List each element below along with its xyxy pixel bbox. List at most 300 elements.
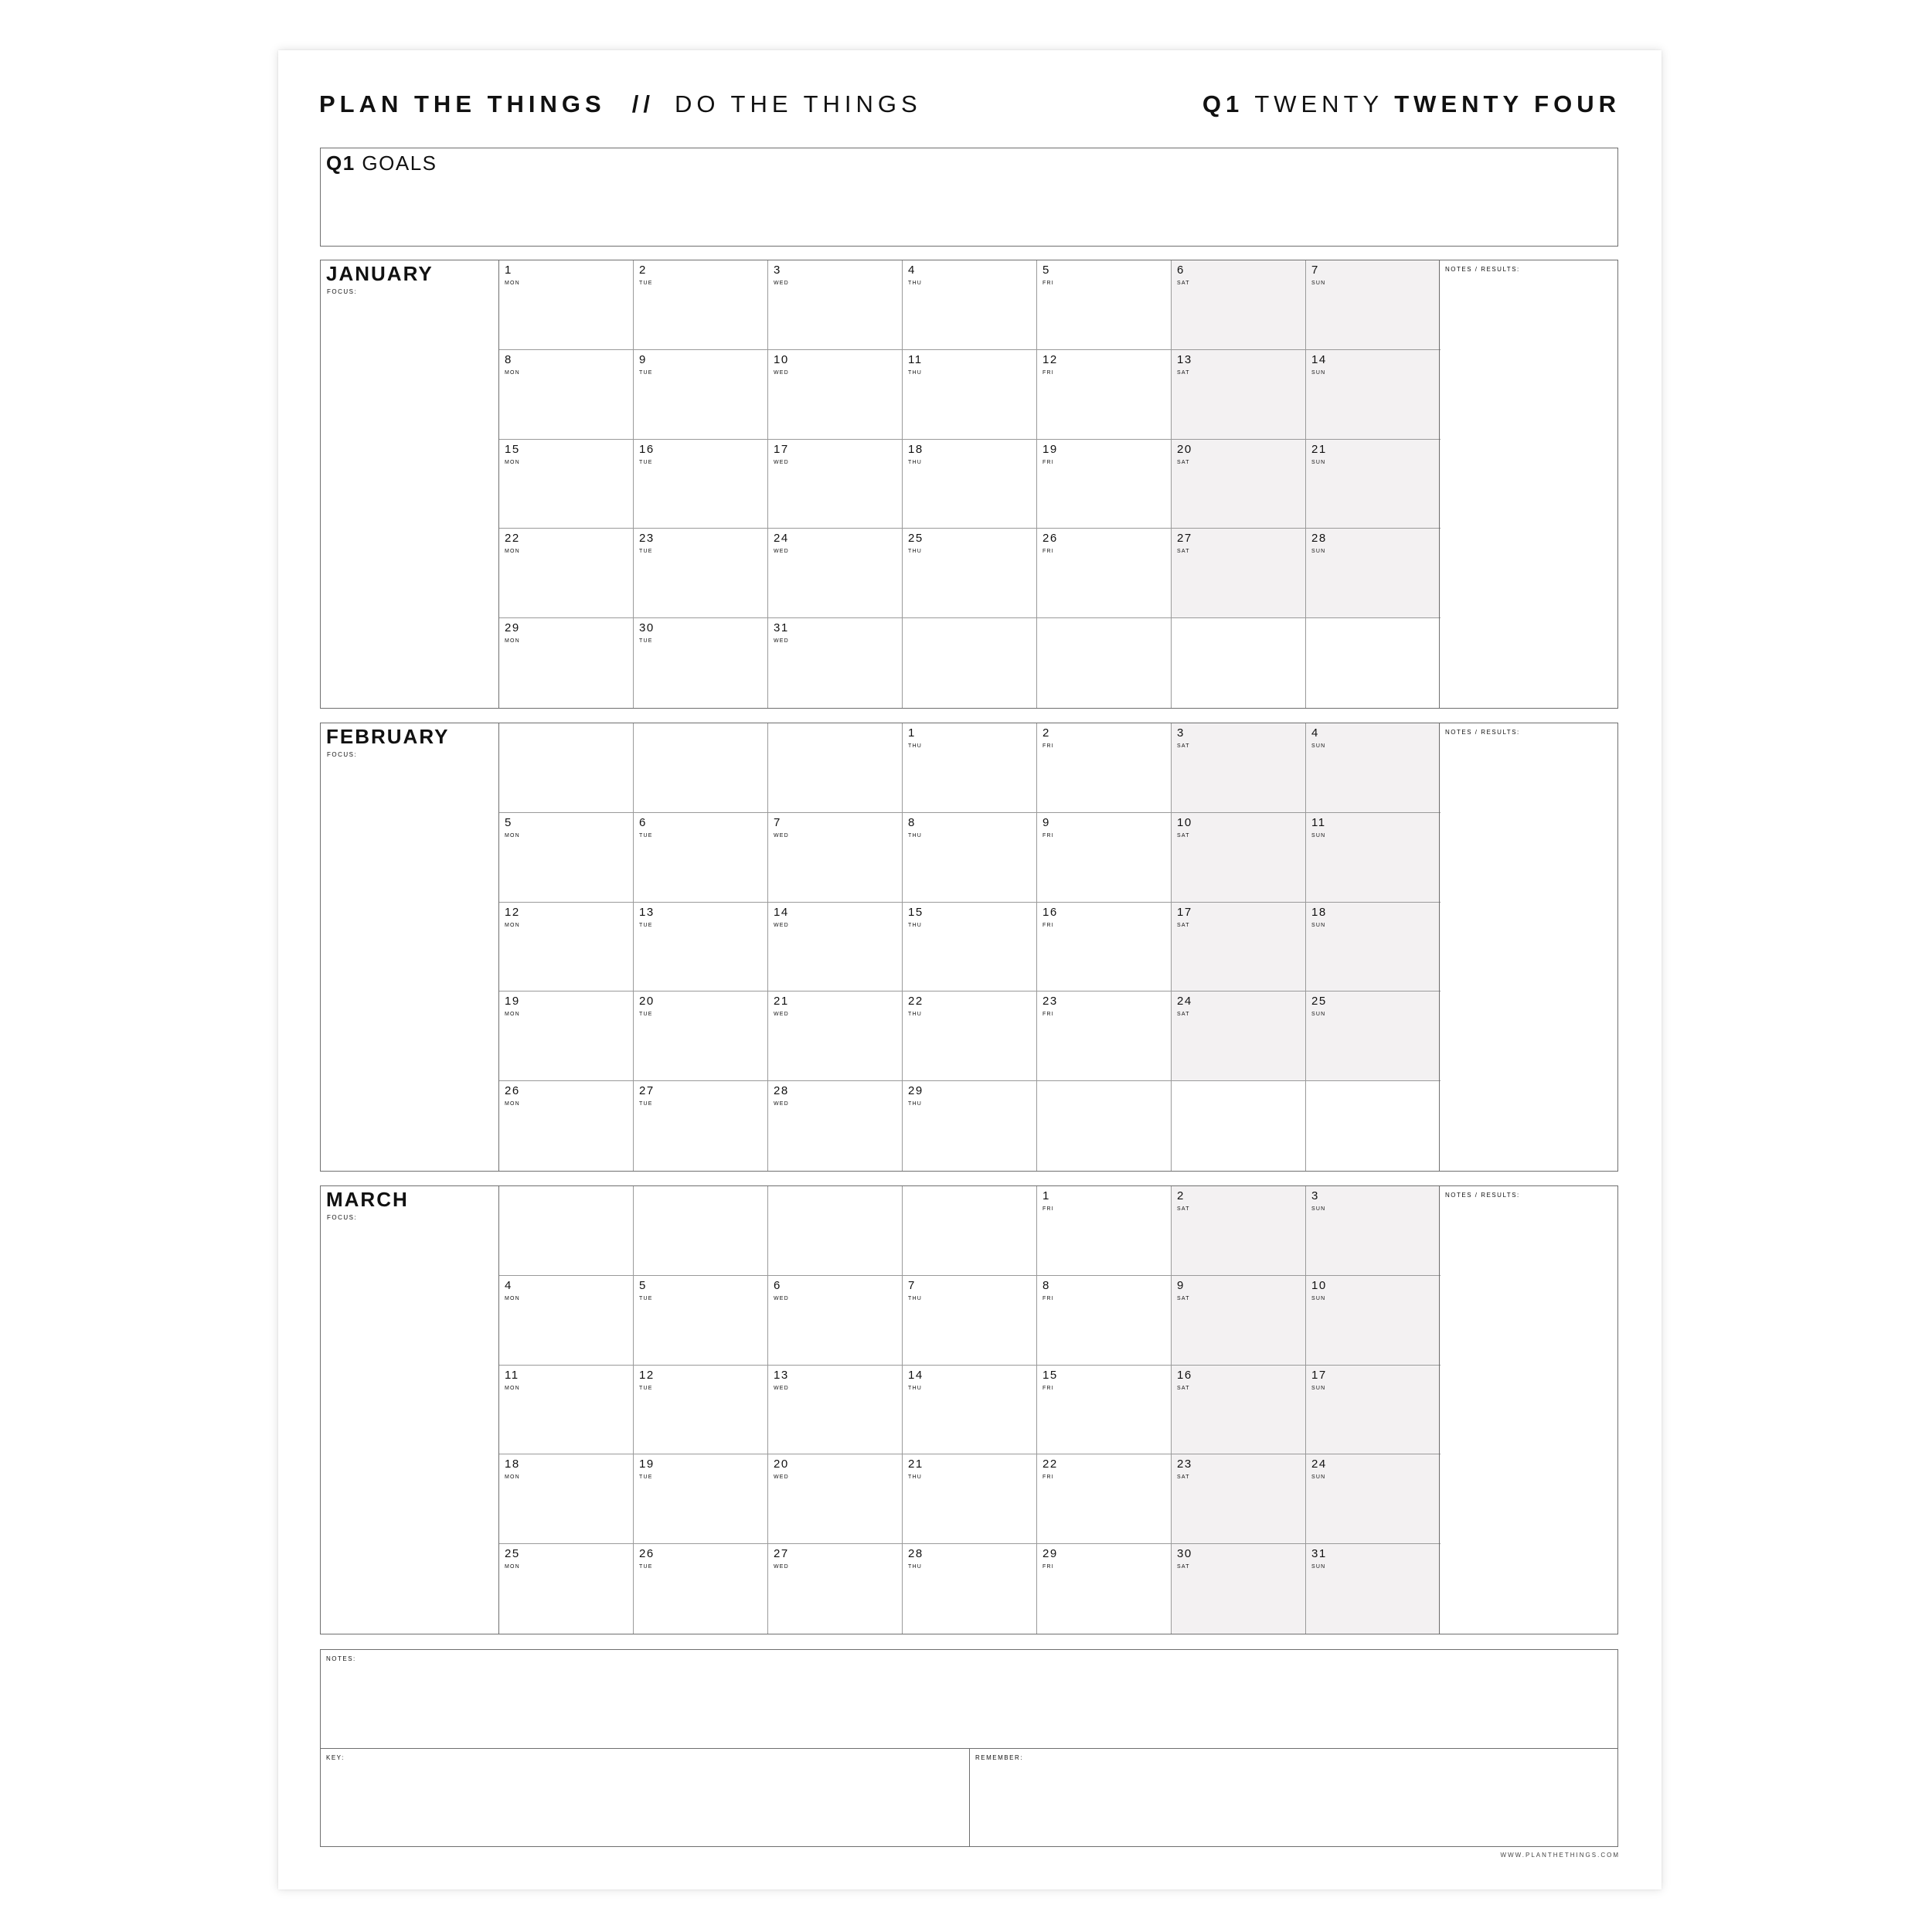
weekday-label: THU <box>908 1564 922 1570</box>
day-number: 15 <box>1043 1368 1058 1382</box>
day-number: 30 <box>1177 1547 1192 1561</box>
day-number: 20 <box>1177 442 1192 456</box>
day-number: 25 <box>505 1547 520 1561</box>
day-cell[interactable] <box>1306 992 1440 1081</box>
day-number: 10 <box>774 352 789 366</box>
day-cell[interactable] <box>634 529 768 618</box>
day-cell[interactable] <box>768 1544 903 1634</box>
weekday-label: THU <box>908 832 922 838</box>
weekday-label: SUN <box>1311 832 1326 838</box>
weekday-label: MON <box>505 1295 520 1301</box>
day-cell[interactable] <box>1037 529 1172 618</box>
empty-day-cell <box>1172 1081 1306 1171</box>
day-number: 29 <box>908 1084 923 1098</box>
weekday-label: FRI <box>1043 369 1054 376</box>
day-cell[interactable] <box>499 350 634 440</box>
weekday-label: THU <box>908 1101 922 1107</box>
day-cell[interactable] <box>768 1276 903 1366</box>
day-cell[interactable] <box>1037 903 1172 992</box>
day-number: 10 <box>1177 815 1192 829</box>
header-slogan <box>319 85 922 124</box>
weekday-label: MON <box>505 1101 520 1107</box>
empty-day-cell <box>634 1186 768 1276</box>
day-number: 13 <box>774 1368 789 1382</box>
day-cell[interactable] <box>1037 1544 1172 1634</box>
weekday-label: WED <box>774 1475 789 1481</box>
weekday-label: TUE <box>639 549 653 555</box>
weekday-label: SAT <box>1177 1475 1190 1481</box>
day-number: 27 <box>639 1084 655 1098</box>
day-number: 14 <box>774 905 789 919</box>
weekday-label: FRI <box>1043 922 1054 928</box>
day-cell[interactable] <box>499 1454 634 1544</box>
month-notes-box[interactable] <box>1439 260 1617 708</box>
weekday-label: TUE <box>639 1564 653 1570</box>
weekday-label: SAT <box>1177 1206 1190 1212</box>
weekday-label: TUE <box>639 832 653 838</box>
day-number: 1 <box>505 264 512 277</box>
goals-label: GOALS <box>362 151 437 175</box>
weekday-label: FRI <box>1043 549 1054 555</box>
day-cell[interactable] <box>903 903 1037 992</box>
day-cell[interactable] <box>1037 813 1172 903</box>
day-cell[interactable] <box>634 350 768 440</box>
day-cell[interactable] <box>634 1081 768 1171</box>
day-number: 18 <box>505 1458 520 1471</box>
day-number: 1 <box>908 726 916 740</box>
empty-day-cell <box>903 618 1037 708</box>
month-grid <box>499 723 1440 1171</box>
weekday-label: THU <box>908 1012 922 1018</box>
day-cell[interactable] <box>1037 1186 1172 1276</box>
day-cell[interactable] <box>499 440 634 529</box>
day-number: 30 <box>639 621 655 635</box>
empty-day-cell <box>634 723 768 813</box>
day-cell[interactable] <box>499 1276 634 1366</box>
day-cell[interactable] <box>1172 1276 1306 1366</box>
weekday-label: THU <box>908 281 922 286</box>
day-cell[interactable] <box>768 440 903 529</box>
day-cell[interactable] <box>1306 1186 1440 1276</box>
day-cell[interactable] <box>634 440 768 529</box>
day-cell[interactable] <box>1172 1186 1306 1276</box>
day-number: 6 <box>639 815 647 829</box>
day-number: 9 <box>1177 1278 1185 1292</box>
day-cell[interactable] <box>634 1454 768 1544</box>
day-number: 26 <box>505 1084 520 1098</box>
day-cell[interactable] <box>903 1454 1037 1544</box>
day-number: 14 <box>1311 352 1327 366</box>
empty-day-cell <box>1037 1081 1172 1171</box>
notes-label: NOTES: <box>326 1655 356 1662</box>
weekday-label: SAT <box>1177 281 1190 286</box>
weekday-label: SAT <box>1177 832 1190 838</box>
day-cell[interactable] <box>499 529 634 618</box>
header-year-bold: TWENTY FOUR <box>1394 90 1621 117</box>
weekday-label: FRI <box>1043 1385 1054 1391</box>
day-number: 4 <box>505 1278 512 1292</box>
weekday-label: WED <box>774 1564 789 1570</box>
day-number: 3 <box>774 264 781 277</box>
month-focus-box[interactable] <box>321 1186 499 1634</box>
day-cell[interactable] <box>1172 1454 1306 1544</box>
day-cell[interactable] <box>1172 260 1306 350</box>
day-number: 22 <box>908 995 923 1009</box>
day-number: 3 <box>1177 726 1185 740</box>
day-number: 29 <box>505 621 520 635</box>
day-cell[interactable] <box>903 1081 1037 1171</box>
empty-day-cell <box>1306 1081 1440 1171</box>
empty-day-cell <box>903 1186 1037 1276</box>
day-cell[interactable] <box>768 1454 903 1544</box>
day-number: 14 <box>908 1368 923 1382</box>
header-period <box>1202 85 1621 124</box>
day-number: 15 <box>908 905 923 919</box>
day-number: 6 <box>1177 264 1185 277</box>
weekday-label: TUE <box>639 1101 653 1107</box>
remember-label: REMEMBER: <box>975 1754 1023 1761</box>
weekday-label: SUN <box>1311 1385 1326 1391</box>
notes-results-label: NOTES / RESULTS: <box>1445 266 1520 273</box>
quarter-goals-box[interactable] <box>320 148 1618 247</box>
day-number: 31 <box>1311 1547 1327 1561</box>
weekday-label: MON <box>505 1564 520 1570</box>
planner-page <box>278 50 1662 1889</box>
weekday-label: WED <box>774 281 789 286</box>
day-cell[interactable] <box>1306 723 1440 813</box>
key-label: KEY: <box>326 1754 345 1761</box>
day-cell[interactable] <box>1172 992 1306 1081</box>
goals-title <box>326 151 437 175</box>
day-number: 23 <box>639 532 655 546</box>
weekday-label: MON <box>505 922 520 928</box>
day-cell[interactable] <box>499 1544 634 1634</box>
day-number: 16 <box>1177 1368 1192 1382</box>
month-block-february <box>320 723 1618 1172</box>
day-cell[interactable] <box>1306 1454 1440 1544</box>
day-number: 2 <box>639 264 647 277</box>
day-cell[interactable] <box>768 1366 903 1455</box>
day-number: 12 <box>639 1368 655 1382</box>
weekday-label: TUE <box>639 1385 653 1391</box>
day-cell[interactable] <box>1037 992 1172 1081</box>
day-number: 27 <box>774 1547 789 1561</box>
day-cell[interactable] <box>1037 1454 1172 1544</box>
day-cell[interactable] <box>1306 440 1440 529</box>
day-cell[interactable] <box>1306 260 1440 350</box>
day-cell[interactable] <box>768 260 903 350</box>
day-cell[interactable] <box>634 903 768 992</box>
empty-day-cell <box>1172 618 1306 708</box>
weekday-label: MON <box>505 832 520 838</box>
day-number: 5 <box>1043 264 1050 277</box>
day-number: 28 <box>1311 532 1327 546</box>
day-cell[interactable] <box>499 260 634 350</box>
day-cell[interactable] <box>1172 529 1306 618</box>
day-number: 21 <box>1311 442 1327 456</box>
day-cell[interactable] <box>1306 813 1440 903</box>
day-cell[interactable] <box>1172 903 1306 992</box>
month-notes-box[interactable] <box>1439 1186 1617 1634</box>
day-number: 25 <box>908 532 923 546</box>
day-cell[interactable] <box>768 813 903 903</box>
bottom-section <box>320 1649 1618 1847</box>
day-cell[interactable] <box>1172 350 1306 440</box>
day-cell[interactable] <box>499 992 634 1081</box>
day-cell[interactable] <box>903 529 1037 618</box>
day-cell[interactable] <box>634 992 768 1081</box>
day-number: 3 <box>1311 1189 1319 1202</box>
day-cell[interactable] <box>1172 1366 1306 1455</box>
day-cell[interactable] <box>903 723 1037 813</box>
day-number: 16 <box>1043 905 1058 919</box>
weekday-label: WED <box>774 369 789 376</box>
weekday-label: SUN <box>1311 1012 1326 1018</box>
weekday-label: MON <box>505 638 520 645</box>
day-number: 8 <box>1043 1278 1050 1292</box>
weekday-label: WED <box>774 1385 789 1391</box>
weekday-label: FRI <box>1043 1206 1054 1212</box>
notes-box[interactable] <box>321 1650 1617 1749</box>
day-number: 26 <box>639 1547 655 1561</box>
weekday-label: THU <box>908 743 922 749</box>
month-name: FEBRUARY <box>326 725 450 748</box>
weekday-label: FRI <box>1043 1295 1054 1301</box>
day-cell[interactable] <box>1172 1544 1306 1634</box>
month-grid <box>499 260 1440 708</box>
day-number: 23 <box>1177 1458 1192 1471</box>
weekday-label: TUE <box>639 1475 653 1481</box>
key-box[interactable] <box>321 1749 970 1847</box>
day-number: 17 <box>774 442 789 456</box>
weekday-label: TUE <box>639 369 653 376</box>
weekday-label: FRI <box>1043 1475 1054 1481</box>
day-number: 17 <box>1311 1368 1327 1382</box>
header-year-light: TWENTY <box>1254 90 1383 117</box>
weekday-label: TUE <box>639 922 653 928</box>
weekday-label: TUE <box>639 281 653 286</box>
day-number: 20 <box>774 1458 789 1471</box>
weekday-label: THU <box>908 922 922 928</box>
day-number: 13 <box>1177 352 1192 366</box>
notes-results-label: NOTES / RESULTS: <box>1445 1192 1520 1199</box>
day-cell[interactable] <box>499 1081 634 1171</box>
empty-day-cell <box>499 1186 634 1276</box>
day-number: 16 <box>639 442 655 456</box>
weekday-label: TUE <box>639 638 653 645</box>
weekday-label: SUN <box>1311 549 1326 555</box>
day-number: 6 <box>774 1278 781 1292</box>
day-cell[interactable] <box>1306 350 1440 440</box>
focus-label: FOCUS: <box>327 1214 358 1221</box>
empty-day-cell <box>1306 618 1440 708</box>
day-number: 12 <box>505 905 520 919</box>
day-cell[interactable] <box>1172 440 1306 529</box>
weekday-label: FRI <box>1043 459 1054 465</box>
remember-box[interactable] <box>970 1749 1617 1847</box>
day-cell[interactable] <box>1306 903 1440 992</box>
day-number: 8 <box>908 815 916 829</box>
day-cell[interactable] <box>768 618 903 708</box>
slogan-plan: PLAN THE THINGS <box>319 90 606 117</box>
month-focus-box[interactable] <box>321 260 499 708</box>
day-cell[interactable] <box>634 618 768 708</box>
weekday-label: SUN <box>1311 743 1326 749</box>
day-cell[interactable] <box>1037 1366 1172 1455</box>
day-number: 12 <box>1043 352 1058 366</box>
day-cell[interactable] <box>1037 350 1172 440</box>
day-cell[interactable] <box>634 813 768 903</box>
weekday-label: WED <box>774 638 789 645</box>
goals-quarter: Q1 <box>326 151 355 175</box>
day-number: 11 <box>505 1368 519 1382</box>
weekday-label: THU <box>908 1295 922 1301</box>
day-cell[interactable] <box>634 1366 768 1455</box>
day-number: 19 <box>1043 442 1058 456</box>
day-number: 19 <box>639 1458 655 1471</box>
month-block-march <box>320 1185 1618 1634</box>
day-cell[interactable] <box>768 529 903 618</box>
day-number: 21 <box>908 1458 923 1471</box>
day-cell[interactable] <box>1306 1544 1440 1634</box>
day-number: 1 <box>1043 1189 1050 1202</box>
weekday-label: WED <box>774 1295 789 1301</box>
page-header <box>319 85 1621 124</box>
day-cell[interactable] <box>499 1366 634 1455</box>
weekday-label: THU <box>908 369 922 376</box>
weekday-label: THU <box>908 549 922 555</box>
day-cell[interactable] <box>903 992 1037 1081</box>
day-number: 9 <box>1043 815 1050 829</box>
day-cell[interactable] <box>768 903 903 992</box>
weekday-label: SAT <box>1177 1564 1190 1570</box>
weekday-label: MON <box>505 369 520 376</box>
day-cell[interactable] <box>768 992 903 1081</box>
day-number: 24 <box>1177 995 1192 1009</box>
weekday-label: MON <box>505 549 520 555</box>
focus-label: FOCUS: <box>327 288 358 295</box>
day-cell[interactable] <box>1037 440 1172 529</box>
day-cell[interactable] <box>903 1366 1037 1455</box>
weekday-label: MON <box>505 1475 520 1481</box>
day-number: 18 <box>1311 905 1327 919</box>
weekday-label: SAT <box>1177 1385 1190 1391</box>
day-cell[interactable] <box>903 813 1037 903</box>
month-focus-box[interactable] <box>321 723 499 1171</box>
day-cell[interactable] <box>499 813 634 903</box>
day-cell[interactable] <box>903 1276 1037 1366</box>
day-cell[interactable] <box>1037 260 1172 350</box>
empty-day-cell <box>1037 618 1172 708</box>
weekday-label: SUN <box>1311 1295 1326 1301</box>
weekday-label: FRI <box>1043 1012 1054 1018</box>
day-number: 22 <box>505 532 520 546</box>
header-quarter: Q1 <box>1202 90 1244 117</box>
weekday-label: SUN <box>1311 281 1326 286</box>
month-block-january <box>320 260 1618 709</box>
day-number: 11 <box>908 352 923 366</box>
empty-day-cell <box>768 1186 903 1276</box>
weekday-label: SAT <box>1177 459 1190 465</box>
month-notes-box[interactable] <box>1439 723 1617 1171</box>
slogan-separator: // <box>631 90 655 117</box>
day-cell[interactable] <box>634 260 768 350</box>
empty-day-cell <box>499 723 634 813</box>
notes-results-label: NOTES / RESULTS: <box>1445 729 1520 736</box>
day-cell[interactable] <box>903 260 1037 350</box>
day-cell[interactable] <box>903 350 1037 440</box>
day-number: 29 <box>1043 1547 1058 1561</box>
day-number: 17 <box>1177 905 1192 919</box>
weekday-label: WED <box>774 549 789 555</box>
day-cell[interactable] <box>1306 1276 1440 1366</box>
day-number: 19 <box>505 995 520 1009</box>
day-number: 20 <box>639 995 655 1009</box>
day-cell[interactable] <box>768 350 903 440</box>
weekday-label: MON <box>505 1385 520 1391</box>
weekday-label: MON <box>505 459 520 465</box>
day-number: 22 <box>1043 1458 1058 1471</box>
day-cell[interactable] <box>1172 723 1306 813</box>
day-cell[interactable] <box>499 903 634 992</box>
focus-label: FOCUS: <box>327 751 358 758</box>
weekday-label: SUN <box>1311 459 1326 465</box>
weekday-label: SAT <box>1177 1012 1190 1018</box>
weekday-label: THU <box>908 459 922 465</box>
weekday-label: TUE <box>639 1295 653 1301</box>
day-number: 5 <box>505 815 512 829</box>
day-cell[interactable] <box>634 1544 768 1634</box>
day-cell[interactable] <box>903 1544 1037 1634</box>
weekday-label: TUE <box>639 459 653 465</box>
day-number: 28 <box>908 1547 923 1561</box>
weekday-label: WED <box>774 922 789 928</box>
weekday-label: FRI <box>1043 281 1054 286</box>
day-cell[interactable] <box>1172 813 1306 903</box>
weekday-label: SUN <box>1311 369 1326 376</box>
day-number: 18 <box>908 442 923 456</box>
weekday-label: FRI <box>1043 832 1054 838</box>
day-number: 10 <box>1311 1278 1327 1292</box>
day-number: 4 <box>1311 726 1319 740</box>
day-number: 7 <box>774 815 781 829</box>
weekday-label: FRI <box>1043 743 1054 749</box>
weekday-label: SUN <box>1311 1564 1326 1570</box>
weekday-label: SAT <box>1177 369 1190 376</box>
weekday-label: SAT <box>1177 549 1190 555</box>
day-cell[interactable] <box>1037 1276 1172 1366</box>
weekday-label: SUN <box>1311 1206 1326 1212</box>
day-number: 5 <box>639 1278 647 1292</box>
day-cell[interactable] <box>903 440 1037 529</box>
day-cell[interactable] <box>1037 723 1172 813</box>
weekday-label: SAT <box>1177 922 1190 928</box>
day-number: 7 <box>908 1278 916 1292</box>
day-number: 2 <box>1177 1189 1185 1202</box>
day-cell[interactable] <box>768 1081 903 1171</box>
weekday-label: WED <box>774 459 789 465</box>
weekday-label: MON <box>505 1012 520 1018</box>
month-name: MARCH <box>326 1188 409 1211</box>
day-cell[interactable] <box>1306 529 1440 618</box>
footer-url: WWW.PLANTHETHINGS.COM <box>1500 1852 1620 1859</box>
day-number: 4 <box>908 264 916 277</box>
weekday-label: TUE <box>639 1012 653 1018</box>
day-number: 21 <box>774 995 789 1009</box>
day-cell[interactable] <box>1306 1366 1440 1455</box>
day-cell[interactable] <box>499 618 634 708</box>
day-cell[interactable] <box>634 1276 768 1366</box>
